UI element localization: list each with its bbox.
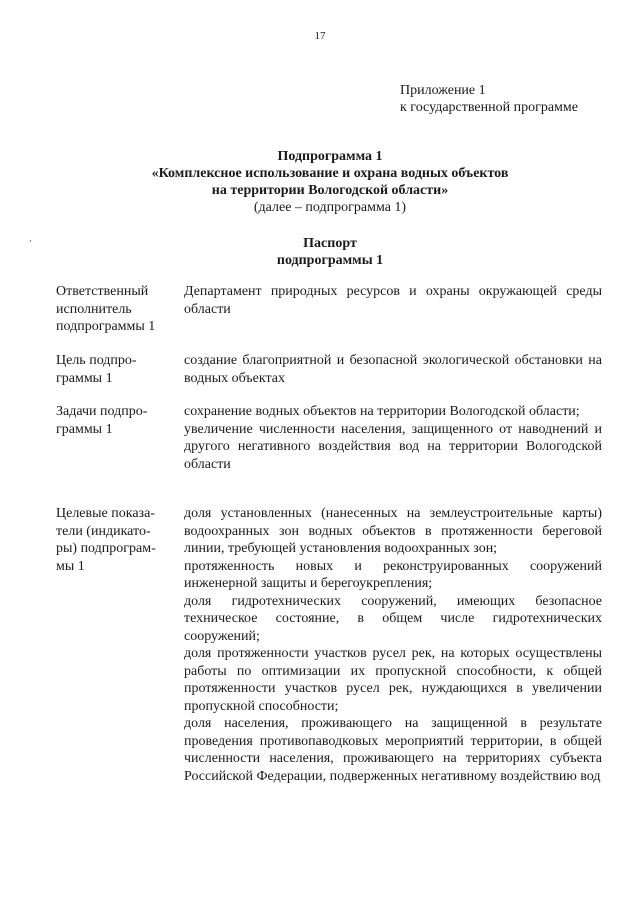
row-content <box>184 352 602 387</box>
row-label <box>56 283 174 336</box>
row-label-line: подпрограммы 1 <box>56 319 156 334</box>
appendix-header <box>400 82 578 116</box>
row-label-line: граммы 1 <box>56 370 113 386</box>
row-label-line: ры) подпрограм- <box>56 541 156 556</box>
row-content-paragraph: доля гидротехнических сооружений, имеющих безопасное техническое состояние, в общем числе гидротехнических сооружений; <box>184 593 602 644</box>
row-content-paragraph: создание благоприятной и безопасной экологической обстановки на водных объектах <box>184 353 602 386</box>
row-label-line: Задачи подпро- <box>56 404 148 419</box>
row-label-line: Цель подпро- <box>56 353 137 368</box>
row-label-line: Целевые показа- <box>56 506 155 521</box>
row-content-paragraph: доля населения, проживающего на защищенной в результате проведения противопаводковых мероприятий территории, в общей численности населения, проживающего на территориях субъекта Российской Федерации, подверженных негативному воздействию вод <box>184 716 602 784</box>
subprogram-name: на территории Вологодской области» <box>211 183 449 198</box>
page-number: 17 <box>314 30 326 42</box>
row-label-line: тели (индикато- <box>56 523 151 539</box>
subprogram-heading: Подпрограмма 1 <box>277 149 383 164</box>
row-content-paragraph: Департамент природных ресурсов и охраны окружающей среды области <box>184 284 602 317</box>
row-content <box>184 403 602 473</box>
row-label-line: исполнитель <box>56 301 132 317</box>
row-content-paragraph: сохранение водных объектов на территории Вологодской области; <box>184 404 580 419</box>
row-label <box>56 403 174 438</box>
passport-heading <box>0 235 640 269</box>
subprogram-name: «Комплексное использование и охрана водных объектов <box>151 166 509 181</box>
row-label <box>56 505 174 575</box>
passport-title: Паспорт <box>303 236 357 251</box>
row-label-line: Ответственный <box>56 284 149 299</box>
row-content-paragraph: увеличение численности населения, защищенного от наводнений и другого негативного воздействия вод на территории Вологодской области <box>184 421 602 472</box>
row-content-paragraph: протяженность новых и реконструированных сооружений инженерной защиты и берегоукрепления; <box>184 558 602 591</box>
appendix-line: к государственной программе <box>400 100 578 115</box>
row-label-line: мы 1 <box>56 558 85 574</box>
appendix-line: Приложение 1 <box>400 83 486 98</box>
subprogram-alias: (далее – подпрограмма 1) <box>253 200 407 215</box>
row-content <box>184 505 602 785</box>
subprogram-title <box>0 148 640 216</box>
row-label-line: граммы 1 <box>56 421 113 437</box>
row-content-paragraph: доля установленных (нанесенных на землеустроительные карты) водоохранных зон водных объектов в протяженности береговой линии, требующей установления водоохранных зон; <box>184 506 602 556</box>
row-content-paragraph: доля протяженности участков русел рек, на которых осуществлены работы по оптимизации их пропускной способности, к общей протяженности участков русел рек, нуждающихся в увеличении пропускной способности; <box>184 646 602 714</box>
passport-subtitle: подпрограммы 1 <box>276 253 384 268</box>
row-content <box>184 283 602 318</box>
row-label <box>56 352 174 387</box>
